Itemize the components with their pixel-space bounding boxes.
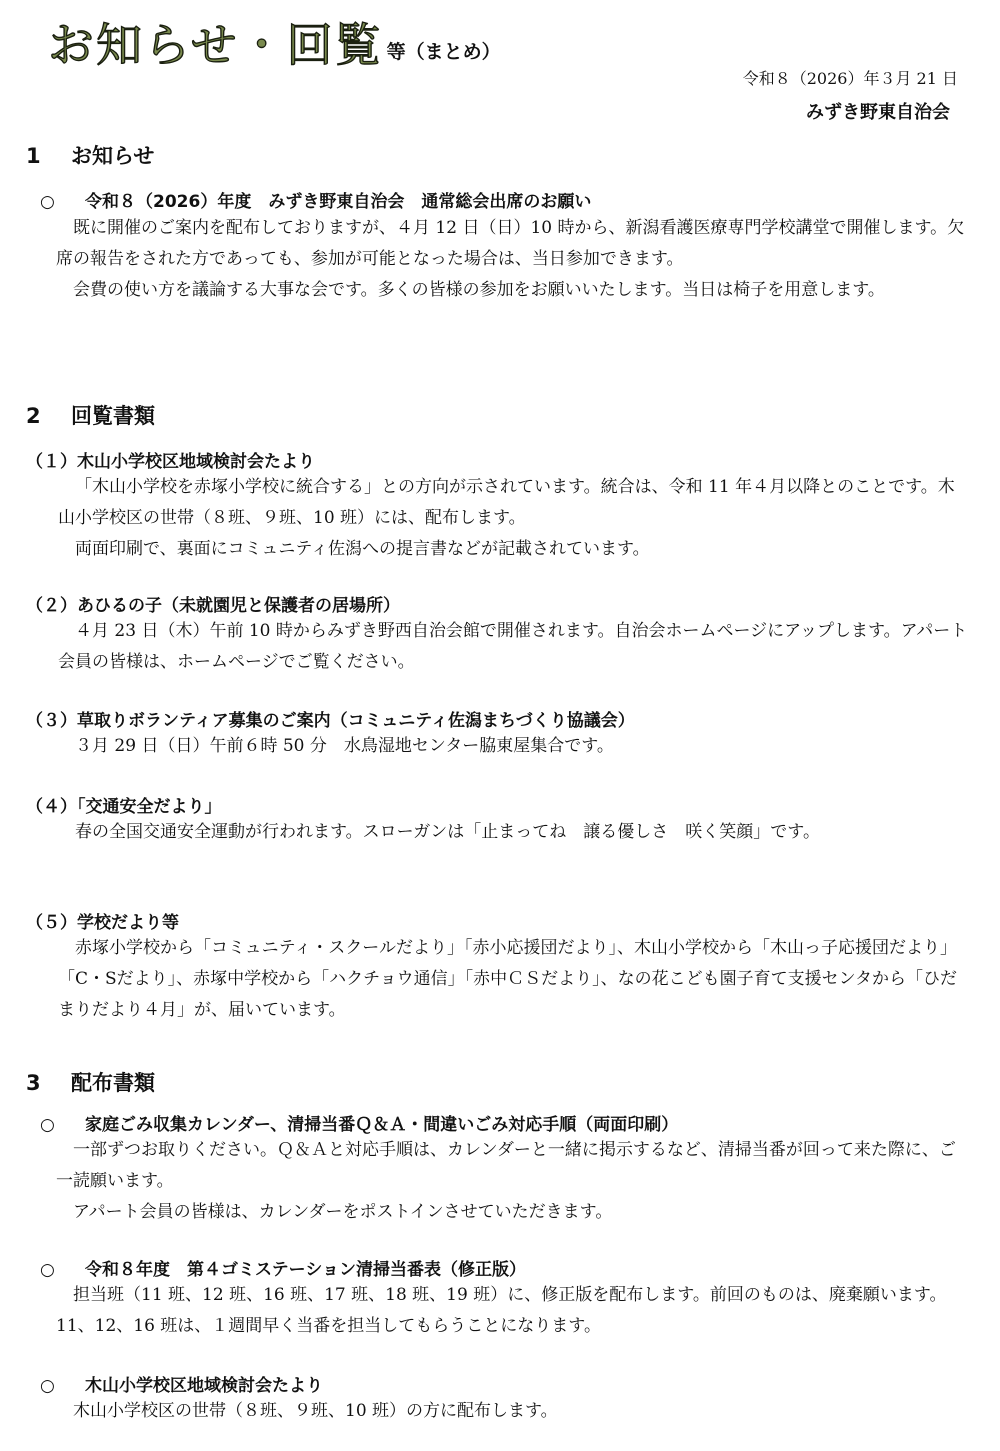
item-body: 一部ずつお取りください。Ｑ＆Ａと対応手順は、カレンダーと一緒に掲示するなど、清掃当番が回って来た際に、ご一読願います。 アパート会員の皆様は、カレンダーをポストインさせていただきます。 — [56, 1140, 956, 1222]
item-heading: （２）あひるの子（未就園児と保護者の居場所） — [26, 596, 400, 616]
section-heading-1: 1 お知らせ — [26, 144, 155, 168]
circle-bullet-icon: ○ — [40, 192, 55, 212]
item-heading: （１）木山小学校区地域検討会たより — [26, 452, 315, 472]
item-body: 木山小学校区の世帯（８班、９班、10 班）の方に配布します。 — [73, 1401, 558, 1421]
item-heading: （３）草取りボランティア募集のご案内（コミュニティ佐潟まちづくり協議会） — [26, 711, 635, 731]
circle-bullet-icon: ○ — [40, 1115, 55, 1135]
item-heading: ○ 令和８年度 第４ゴミステーション清掃当番表（修正版） — [40, 1260, 526, 1280]
title-main: お知らせ・回覧 — [48, 18, 383, 72]
item-body: 赤塚小学校から「コミュニティ・スクールだより」「赤小応援団だより」、木山小学校から「木山っ子応援団だより」「C・Sだより」、赤塚中学校から「ハクチョウ通信」「赤中ＣＳだより」、なの花こども園子育て支援センタから「ひだまりだより４月」が、届いています。 — [58, 938, 957, 1020]
organization-name: みずき野東自治会 — [806, 102, 950, 123]
item-heading: ○ 家庭ごみ収集カレンダー、清掃当番Ｑ＆Ａ・間違いごみ対応手順（両面印刷） — [40, 1115, 679, 1135]
item-body: ４月 23 日（木）午前 10 時からみずき野西自治会館で開催されます。自治会ホームページにアップします。アパート会員の皆様は、ホームページでご覧ください。 — [58, 621, 968, 672]
item-heading: ○ 木山小学校区地域検討会たより — [40, 1376, 323, 1396]
item-body: ３月 29 日（日）午前６時 50 分 水鳥湿地センター脇東屋集合です。 — [75, 736, 614, 756]
item-heading: ○ 令和８（2026）年度 みずき野東自治会 通常総会出席のお願い — [40, 192, 592, 212]
circle-bullet-icon: ○ — [40, 1260, 55, 1280]
issue-date: 令和８（2026）年３月 21 日 — [742, 69, 958, 88]
item-heading: （５）学校だより等 — [26, 913, 179, 933]
title-sub: 等（まとめ） — [386, 41, 501, 63]
circle-bullet-icon: ○ — [40, 1376, 55, 1396]
item-body: 春の全国交通安全運動が行われます。スローガンは「止まってね 譲る優しさ 咲く笑顔」です。 — [75, 822, 820, 842]
section-heading-2: 2 回覧書類 — [26, 404, 155, 428]
item-body: 既に開催のご案内を配布しておりますが、４月 12 日（日）10 時から、新潟看護医療専門学校講堂で開催します。欠席の報告をされた方であっても、参加が可能となった場合は、当日参加できます。 会費の使い方を議論する大事な会です。多くの皆様の参加をお願いいたします。当日は椅子を用意します。 — [56, 218, 965, 300]
item-heading: （４）「交通安全だより」 — [26, 797, 222, 817]
document-title — [48, 18, 501, 72]
section-heading-3: 3 配布書類 — [26, 1071, 155, 1095]
item-body: 担当班（11 班、12 班、16 班、17 班、18 班、19 班）に、修正版を配布します。前回のものは、廃棄願います。11、12、16 班は、１週間早く当番を担当してもらうことになります。 — [56, 1285, 947, 1336]
item-body: 「木山小学校を赤塚小学校に統合する」との方向が示されています。統合は、令和 11 年４月以降とのことです。木山小学校区の世帯（８班、９班、10 班）には、配布します。 両面印刷で、裏面にコミュニティ佐潟への提言書などが記載されています。 — [58, 477, 955, 559]
